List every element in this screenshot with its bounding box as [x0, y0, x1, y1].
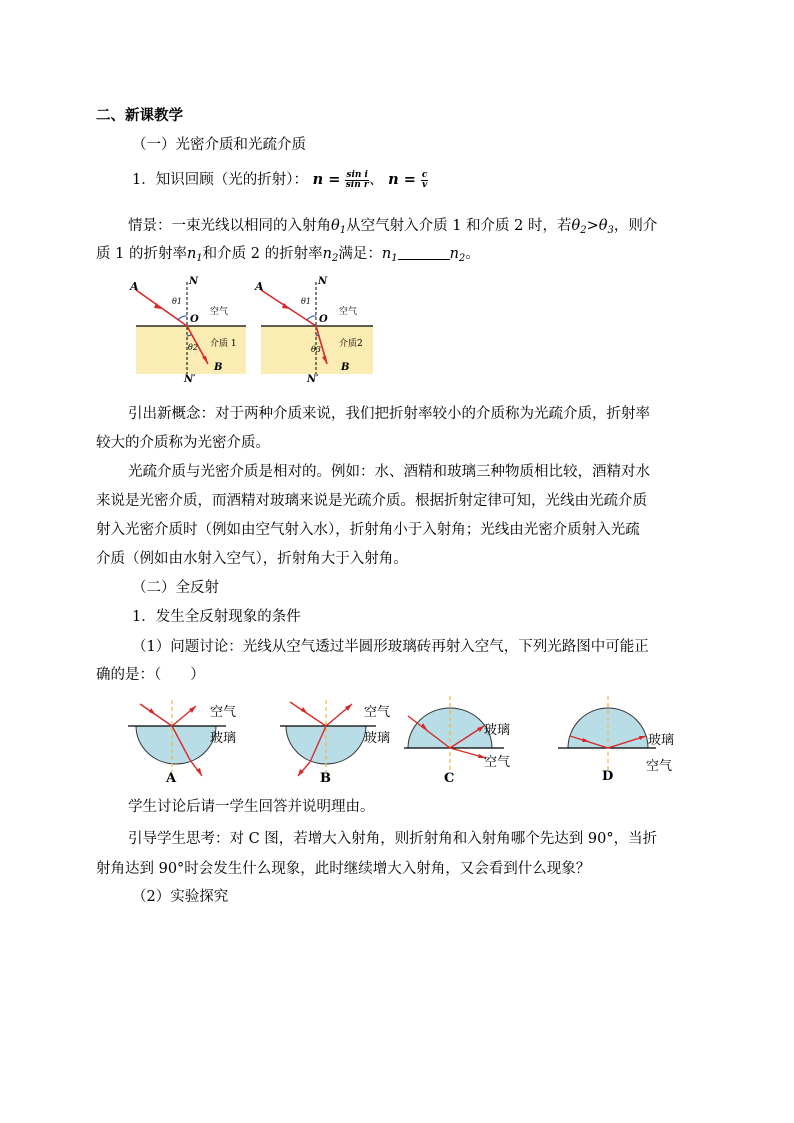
scenario-text: ，则介 — [613, 218, 658, 234]
refraction-diagram-2 — [253, 272, 379, 384]
glass-figure-D — [556, 690, 684, 784]
n1-symbol: $n_1$ — [186, 246, 203, 264]
sin-r: sin r — [345, 179, 369, 190]
scenario-text: 从空气射入介质 1 和介质 2 时，若 — [346, 218, 572, 234]
question-line-1: （1）问题讨论：光线从空气透过半圆形玻璃砖再射入空气，下列光路图中可能正 — [132, 639, 649, 655]
discussion-text: 学生讨论后请一学生回答并说明理由。 — [128, 799, 375, 815]
refraction-diagram-1 — [128, 272, 250, 384]
guide-line-2: 射角达到 90°时会发生什么现象，此时继续增大入射角，又会看到什么现象？ — [96, 861, 591, 877]
label-medium: 介质 1 — [210, 339, 237, 349]
relative-line-1: 光疏介质与光密介质是相对的。例如：水、酒精和玻璃三种物质相比较，酒精对水 — [128, 464, 650, 480]
label-air: 空气 — [339, 307, 358, 317]
label-N: N — [189, 276, 199, 287]
formula-separator: 、 — [368, 172, 384, 188]
glass-figure-A — [126, 692, 254, 784]
semicircle-glass — [136, 726, 216, 764]
label-B: B — [341, 362, 350, 373]
glass-figure-C — [404, 690, 532, 784]
answer-n2: $n_2$ — [449, 246, 466, 264]
scenario-text: 和介质 2 的折射率 — [202, 246, 323, 262]
option-letter-D: D — [602, 769, 614, 784]
label-O: O — [319, 314, 328, 325]
label-medium: 介质2 — [339, 339, 363, 349]
c-value: c — [421, 169, 428, 180]
label-theta-bottom: θ3 — [311, 345, 321, 354]
label-air: 空气 — [210, 307, 229, 317]
concept-line-1: 引出新概念：对于两种介质来说，我们把折射率较小的介质称为光疏介质，折射率 — [128, 406, 650, 422]
answer-n1: $n_1$ — [381, 246, 398, 264]
label-N-prime: N′ — [184, 374, 196, 384]
label-glass: 玻璃 — [648, 733, 675, 748]
refraction-figure-1 — [128, 272, 250, 384]
refraction-figure-2 — [253, 272, 379, 384]
label-B: B — [214, 362, 223, 373]
formula-n-1: n — [312, 171, 324, 188]
label-N-prime: N′ — [307, 374, 319, 384]
glass-diagram-A — [126, 692, 254, 784]
label-glass: 玻璃 — [484, 723, 511, 738]
label-air: 空气 — [364, 705, 391, 720]
v-value: v — [422, 179, 428, 190]
relative-line-2: 来说是光密介质，而酒精对玻璃来说是光疏介质。根据折射定律可知，光线由光疏介质 — [96, 493, 647, 509]
label-A: A — [255, 280, 264, 293]
scenario-line-2 — [96, 244, 698, 264]
label-air: 空气 — [646, 759, 673, 774]
label-glass: 玻璃 — [364, 731, 391, 746]
option-letter-B: B — [320, 771, 331, 784]
option-letter-C: C — [444, 771, 455, 784]
scenario-line-1 — [128, 216, 730, 236]
label-theta-top: θ1 — [172, 297, 182, 306]
formula-eq-1: = — [323, 171, 346, 188]
relative-line-4: 介质（例如由水射入空气），折射角大于入射角。 — [96, 551, 408, 567]
label-O: O — [190, 314, 199, 325]
answer-blank[interactable] — [398, 247, 450, 260]
theta-3: $\theta_3$ — [598, 218, 614, 236]
label-glass: 玻璃 — [210, 731, 237, 746]
greater-than: > — [586, 218, 599, 234]
label-theta-bottom: θ2 — [188, 343, 198, 352]
label-A: A — [130, 280, 139, 293]
scenario-text: 满足： — [338, 246, 382, 262]
section-title: 二、新课教学 — [96, 107, 183, 124]
question-line-2: 确的是：（ ） — [96, 667, 205, 683]
formula-cv-fraction — [421, 171, 428, 190]
subsection-title-2: （二）全反射 — [132, 580, 219, 596]
subsection-title-1: （一）光密介质和光疏介质 — [132, 137, 306, 153]
scenario-text: 情景：一束光线以相同的入射角 — [128, 218, 331, 234]
option-letter-A: A — [166, 771, 177, 784]
theta-1: $\theta_1$ — [331, 218, 347, 236]
n2-symbol: $n_2$ — [322, 246, 339, 264]
label-N: N — [318, 276, 328, 287]
sin-i: sin i — [346, 169, 368, 180]
theta-2: $\theta_2$ — [571, 218, 587, 236]
condition-title: 1．发生全反射现象的条件 — [132, 609, 301, 625]
period: 。 — [465, 246, 480, 262]
label-air: 空气 — [484, 755, 511, 770]
glass-diagram-C — [404, 690, 532, 784]
glass-figure-B — [280, 692, 408, 784]
relative-line-3: 射入光密介质时（例如由空气射入水），折射角小于入射角；光线由光密介质射入光疏 — [96, 522, 640, 538]
formula-n-2: n — [388, 171, 399, 188]
incident-ray — [136, 290, 187, 326]
glass-diagram-D — [556, 690, 684, 784]
glass-diagram-B — [280, 692, 408, 784]
knowledge-review — [132, 170, 734, 190]
review-prefix: 1．知识回顾（光的折射）： — [132, 172, 308, 188]
formula-eq-2: = — [398, 171, 421, 188]
scenario-text: 质 1 的折射率 — [96, 246, 187, 262]
experiment-title: （2）实验探究 — [132, 889, 229, 905]
guide-line-1: 引导学生思考：对 C 图，若增大入射角，则折射角和入射角哪个先达到 90°，当折 — [128, 831, 658, 847]
formula-sin-fraction — [345, 171, 369, 190]
label-theta-top: θ1 — [301, 297, 311, 306]
concept-line-2: 较大的介质称为光密介质。 — [96, 435, 270, 451]
label-air: 空气 — [210, 705, 237, 720]
